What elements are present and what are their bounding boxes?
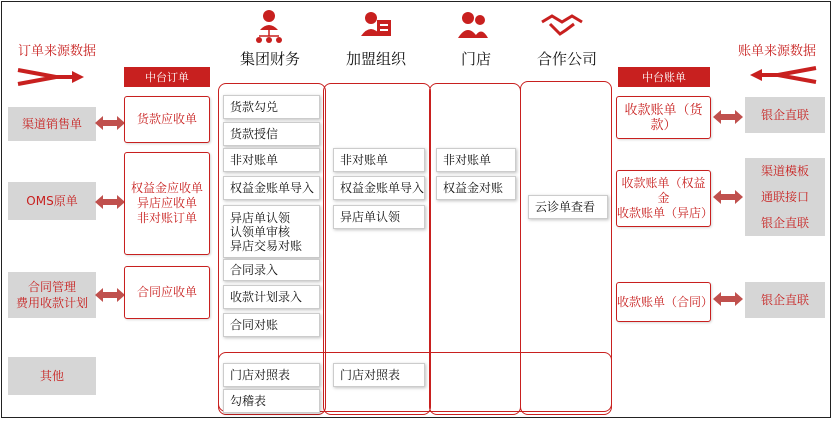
item-contract-entry[interactable]: 合同录入 <box>223 259 320 281</box>
store-item-royalty-reconcile[interactable]: 权益金对账 <box>436 176 516 200</box>
franchise-item-store-mapping[interactable]: 门店对照表 <box>333 363 425 387</box>
column-title-franchise: 加盟组织 <box>345 50 406 68</box>
store-item-non-statement[interactable]: 非对账单 <box>436 148 516 172</box>
handshake-icon <box>540 12 584 40</box>
order-goods-receivable: 货款应收单 <box>124 96 210 143</box>
bill-goods: 收款账单（货款） <box>616 96 711 139</box>
franchise-item-cross-store-claim[interactable]: 异店单认领 <box>333 205 425 229</box>
bill-contract: 收款账单（合同） <box>616 282 711 322</box>
double-arrow-icon <box>95 288 125 302</box>
item-non-statement[interactable]: 非对账单 <box>223 148 320 172</box>
column-title-partner: 合作公司 <box>536 50 597 68</box>
double-arrow-icon <box>713 190 743 204</box>
store-people-icon <box>456 10 490 40</box>
item-goods-match[interactable]: 货款勾兑 <box>223 95 320 119</box>
order-royalty-receivable: 权益金应收单 异店应收单 非对账订单 <box>124 152 210 255</box>
source-other: 其他 <box>8 357 96 395</box>
double-arrow-icon <box>95 195 125 209</box>
source-oms: OMS原单 <box>8 182 96 220</box>
item-goods-credit[interactable]: 货款授信 <box>223 122 320 146</box>
item-payment-plan-entry[interactable]: 收款计划录入 <box>223 285 320 309</box>
bill-source-title: 账单来源数据 <box>738 44 817 59</box>
left-arrow-icon <box>748 64 818 86</box>
bill-source-bank: 银企直联 <box>745 97 825 133</box>
partner-item-diagnosis-view[interactable]: 云诊单查看 <box>528 195 608 219</box>
double-arrow-icon <box>95 116 125 130</box>
double-arrow-icon <box>713 110 743 124</box>
column-title-store: 门店 <box>460 50 491 68</box>
source-contract: 合同管理 费用收款计划 <box>8 272 96 318</box>
bill-royalty: 收款账单（权益金 收款账单（异店） <box>616 170 711 227</box>
column-title-group-finance: 集团财务 <box>239 50 300 68</box>
right-arrow-icon <box>16 66 86 88</box>
franchise-item-royalty-import[interactable]: 权益金账单导入 <box>333 176 425 200</box>
source-channel-sales: 渠道销售单 <box>8 107 96 141</box>
item-royalty-import[interactable]: 权益金账单导入 <box>223 176 320 200</box>
bill-source-multi: 渠道模板 通联接口 银企直联 <box>745 158 825 236</box>
item-cross-store-claim[interactable]: 异店单认领 认领单审核 异店交易对账 <box>223 205 320 258</box>
bill-header: 中台账单 <box>618 67 710 87</box>
item-contract-reconcile[interactable]: 合同对账 <box>223 313 320 337</box>
order-source-title: 订单来源数据 <box>18 44 97 59</box>
franchise-icon <box>359 10 393 42</box>
franchise-item-non-statement[interactable]: 非对账单 <box>333 148 425 172</box>
double-arrow-icon <box>713 292 743 306</box>
item-store-mapping[interactable]: 门店对照表 <box>223 363 320 387</box>
org-icon <box>254 8 284 44</box>
bill-source-bank-contract: 银企直联 <box>745 282 825 318</box>
order-contract-receivable: 合同应收单 <box>124 266 210 319</box>
order-header: 中台订单 <box>124 67 210 87</box>
item-reconcile-table[interactable]: 勾稽表 <box>223 389 320 413</box>
